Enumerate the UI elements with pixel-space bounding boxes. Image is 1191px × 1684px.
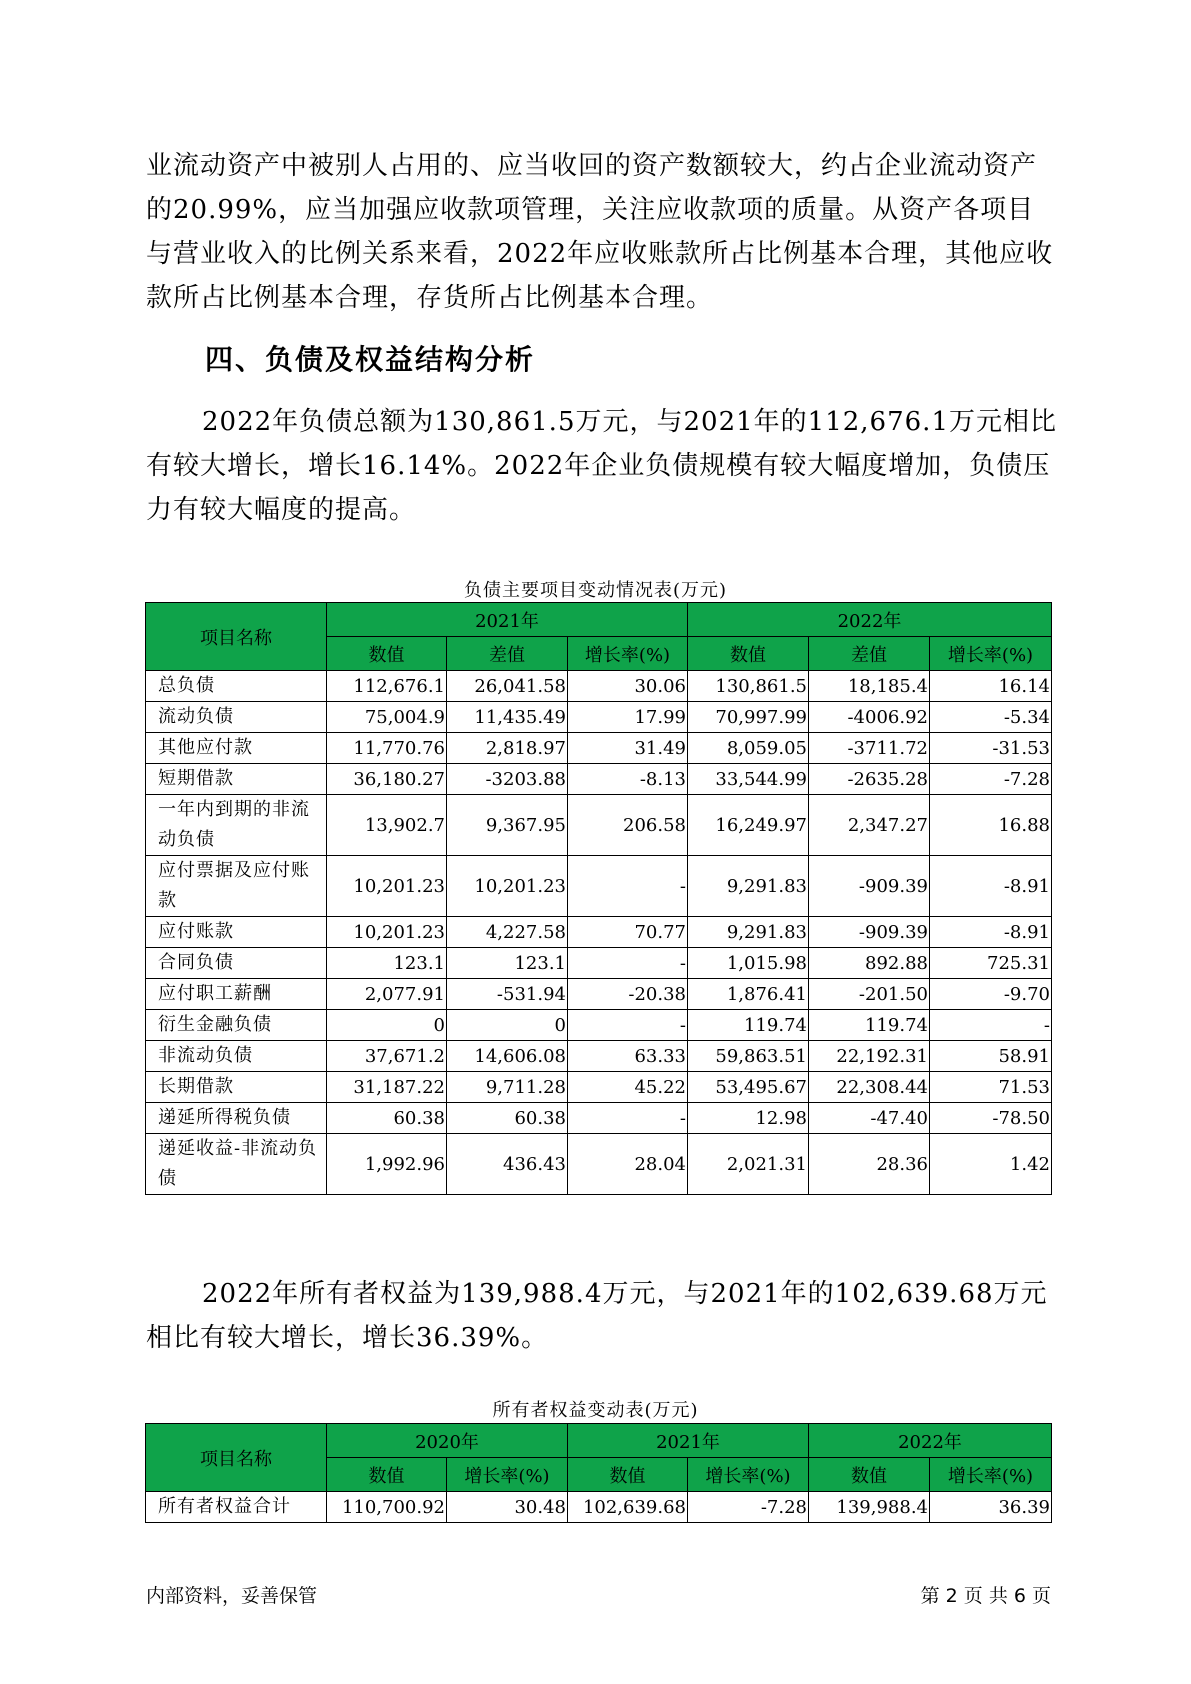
row-value-cell: -909.39 [809, 917, 930, 948]
table-row [146, 1134, 1052, 1195]
table-row [146, 1103, 1052, 1134]
row-value-cell: 436.43 [447, 1134, 568, 1195]
row-item-name: 短期借款 [146, 764, 327, 795]
row-value-cell: 12.98 [688, 1103, 809, 1134]
page-number: 第 2 页 共 6 页 [920, 1585, 1051, 1607]
row-value-cell: -531.94 [447, 979, 568, 1010]
sub-header: 增长率(%) [568, 637, 688, 671]
table-row [146, 733, 1052, 764]
table-row [146, 1072, 1052, 1103]
row-value-cell: 13,902.7 [327, 795, 447, 856]
row-value-cell: 16.14 [930, 671, 1052, 702]
liability-table [145, 602, 1052, 1195]
year-header-2022: 2022年 [809, 1424, 1052, 1458]
row-value-cell: 2,347.27 [809, 795, 930, 856]
row-value-cell: 26,041.58 [447, 671, 568, 702]
row-item-name: 一年内到期的非流动负债 [146, 795, 327, 856]
row-value-cell: 63.33 [568, 1041, 688, 1072]
table-row [146, 1010, 1052, 1041]
row-value-cell: 0 [447, 1010, 568, 1041]
row-value-cell: 4,227.58 [447, 917, 568, 948]
row-value-cell: 71.53 [930, 1072, 1052, 1103]
row-value-cell: 1.42 [930, 1134, 1052, 1195]
section-heading: 四、负债及权益结构分析 [205, 343, 536, 376]
row-value-cell: 112,676.1 [327, 671, 447, 702]
row-value-cell: -7.28 [930, 764, 1052, 795]
year-header-2021: 2021年 [568, 1424, 809, 1458]
row-item-name: 衍生金融负债 [146, 1010, 327, 1041]
row-value-cell: 22,308.44 [809, 1072, 930, 1103]
sub-header: 数值 [568, 1458, 688, 1492]
sub-header: 差值 [447, 637, 568, 671]
row-value-cell: -3711.72 [809, 733, 930, 764]
row-value-cell: -3203.88 [447, 764, 568, 795]
sub-header: 数值 [327, 637, 447, 671]
row-value-cell: 1,876.41 [688, 979, 809, 1010]
row-value-cell: -9.70 [930, 979, 1052, 1010]
table-row [146, 917, 1052, 948]
row-value-cell: 2,021.31 [688, 1134, 809, 1195]
row-value-cell: 60.38 [327, 1103, 447, 1134]
row-item-name: 递延收益-非流动负债 [146, 1134, 327, 1195]
row-value-cell: 9,291.83 [688, 917, 809, 948]
table-row [146, 979, 1052, 1010]
row-value-cell: 102,639.68 [568, 1492, 688, 1523]
row-value-cell: 70,997.99 [688, 702, 809, 733]
row-value-cell: 30.48 [447, 1492, 568, 1523]
row-value-cell: 10,201.23 [327, 856, 447, 917]
row-value-cell: -201.50 [809, 979, 930, 1010]
row-value-cell: 33,544.99 [688, 764, 809, 795]
row-value-cell: 9,291.83 [688, 856, 809, 917]
year-header-2020: 2020年 [327, 1424, 568, 1458]
row-value-cell: -31.53 [930, 733, 1052, 764]
row-value-cell: 119.74 [688, 1010, 809, 1041]
row-value-cell: -7.28 [688, 1492, 809, 1523]
row-value-cell: 17.99 [568, 702, 688, 733]
row-value-cell: 14,606.08 [447, 1041, 568, 1072]
row-value-cell: 206.58 [568, 795, 688, 856]
row-value-cell: 8,059.05 [688, 733, 809, 764]
row-value-cell: 2,818.97 [447, 733, 568, 764]
row-value-cell: 130,861.5 [688, 671, 809, 702]
equity-paragraph: 2022年所有者权益为139,988.4万元，与2021年的102,639.68万元相比有较大增长，增长36.39%。 [146, 1279, 1048, 1353]
table-row [146, 702, 1052, 733]
row-value-cell: 11,770.76 [327, 733, 447, 764]
row-item-name: 其他应付款 [146, 733, 327, 764]
row-item-name: 合同负债 [146, 948, 327, 979]
row-value-cell: 31.49 [568, 733, 688, 764]
row-value-cell: 9,711.28 [447, 1072, 568, 1103]
row-value-cell: -47.40 [809, 1103, 930, 1134]
row-value-cell: 31,187.22 [327, 1072, 447, 1103]
item-name-header: 项目名称 [146, 1424, 327, 1492]
row-value-cell: 9,367.95 [447, 795, 568, 856]
row-value-cell: 28.04 [568, 1134, 688, 1195]
row-value-cell: 18,185.4 [809, 671, 930, 702]
year-header-2021: 2021年 [327, 603, 688, 637]
row-value-cell: 10,201.23 [447, 856, 568, 917]
row-item-name: 总负债 [146, 671, 327, 702]
row-item-name: 应付票据及应付账款 [146, 856, 327, 917]
row-value-cell: - [568, 1010, 688, 1041]
table-row [146, 856, 1052, 917]
row-value-cell: 0 [327, 1010, 447, 1041]
sub-header: 数值 [809, 1458, 930, 1492]
table-row [146, 764, 1052, 795]
sub-header: 数值 [688, 637, 809, 671]
sub-header: 增长率(%) [447, 1458, 568, 1492]
table-row [146, 795, 1052, 856]
row-value-cell: -8.91 [930, 856, 1052, 917]
row-value-cell: -8.91 [930, 917, 1052, 948]
row-item-name: 流动负债 [146, 702, 327, 733]
row-value-cell: 28.36 [809, 1134, 930, 1195]
row-value-cell: -2635.28 [809, 764, 930, 795]
row-value-cell: - [568, 1103, 688, 1134]
confidential-note: 内部资料，妥善保管 [146, 1585, 318, 1607]
sub-header: 增长率(%) [930, 1458, 1052, 1492]
equity-table-body [146, 1492, 1052, 1523]
item-name-header: 项目名称 [146, 603, 327, 671]
row-value-cell: 119.74 [809, 1010, 930, 1041]
row-value-cell: 16,249.97 [688, 795, 809, 856]
row-value-cell: 37,671.2 [327, 1041, 447, 1072]
row-value-cell: -909.39 [809, 856, 930, 917]
row-item-name: 应付职工薪酬 [146, 979, 327, 1010]
row-value-cell: 16.88 [930, 795, 1052, 856]
row-value-cell: -78.50 [930, 1103, 1052, 1134]
row-value-cell: 11,435.49 [447, 702, 568, 733]
table-row [146, 1492, 1052, 1523]
intro-paragraph: 业流动资产中被别人占用的、应当收回的资产数额较大，约占企业流动资产的20.99%，应当加强应收款项管理，关注应收款项的质量。从资产各项目与营业收入的比例关系来看，2022年应收账款所占比例基本合理，其他应收款所占比例基本合理，存货所占比例基本合理。 [146, 151, 1054, 313]
row-value-cell: - [930, 1010, 1052, 1041]
row-item-name: 应付账款 [146, 917, 327, 948]
row-value-cell: 75,004.9 [327, 702, 447, 733]
row-value-cell: - [568, 948, 688, 979]
sub-header: 增长率(%) [930, 637, 1052, 671]
row-value-cell: 892.88 [809, 948, 930, 979]
row-value-cell: -8.13 [568, 764, 688, 795]
row-item-name: 递延所得税负债 [146, 1103, 327, 1134]
row-value-cell: 22,192.31 [809, 1041, 930, 1072]
row-value-cell: 110,700.92 [327, 1492, 447, 1523]
sub-header: 数值 [327, 1458, 447, 1492]
table-row [146, 948, 1052, 979]
row-value-cell: -20.38 [568, 979, 688, 1010]
sub-header: 差值 [809, 637, 930, 671]
row-value-cell: 45.22 [568, 1072, 688, 1103]
liability-paragraph: 2022年负债总额为130,861.5万元，与2021年的112,676.1万元相比有较大增长，增长16.14%。2022年企业负债规模有较大幅度增加，负债压力有较大幅度的提高。 [146, 407, 1057, 525]
year-header-2022: 2022年 [688, 603, 1052, 637]
row-value-cell: 1,015.98 [688, 948, 809, 979]
liability-table-caption: 负债主要项目变动情况表(万元) [463, 580, 728, 601]
row-value-cell: 70.77 [568, 917, 688, 948]
row-value-cell: -5.34 [930, 702, 1052, 733]
row-value-cell: 139,988.4 [809, 1492, 930, 1523]
row-value-cell: 1,992.96 [327, 1134, 447, 1195]
row-value-cell: 53,495.67 [688, 1072, 809, 1103]
row-value-cell: 123.1 [327, 948, 447, 979]
row-value-cell: 58.91 [930, 1041, 1052, 1072]
row-value-cell: - [568, 856, 688, 917]
row-value-cell: 2,077.91 [327, 979, 447, 1010]
equity-table [145, 1423, 1052, 1523]
row-value-cell: 60.38 [447, 1103, 568, 1134]
row-value-cell: 123.1 [447, 948, 568, 979]
row-value-cell: 36,180.27 [327, 764, 447, 795]
row-value-cell: 10,201.23 [327, 917, 447, 948]
sub-header: 增长率(%) [688, 1458, 809, 1492]
row-item-name: 所有者权益合计 [146, 1492, 327, 1523]
row-value-cell: 30.06 [568, 671, 688, 702]
equity-table-caption: 所有者权益变动表(万元) [492, 1400, 699, 1421]
row-value-cell: -4006.92 [809, 702, 930, 733]
row-item-name: 长期借款 [146, 1072, 327, 1103]
table-row [146, 1041, 1052, 1072]
row-value-cell: 59,863.51 [688, 1041, 809, 1072]
row-item-name: 非流动负债 [146, 1041, 327, 1072]
row-value-cell: 725.31 [930, 948, 1052, 979]
liability-table-body [146, 671, 1052, 1195]
table-row [146, 671, 1052, 702]
row-value-cell: 36.39 [930, 1492, 1052, 1523]
